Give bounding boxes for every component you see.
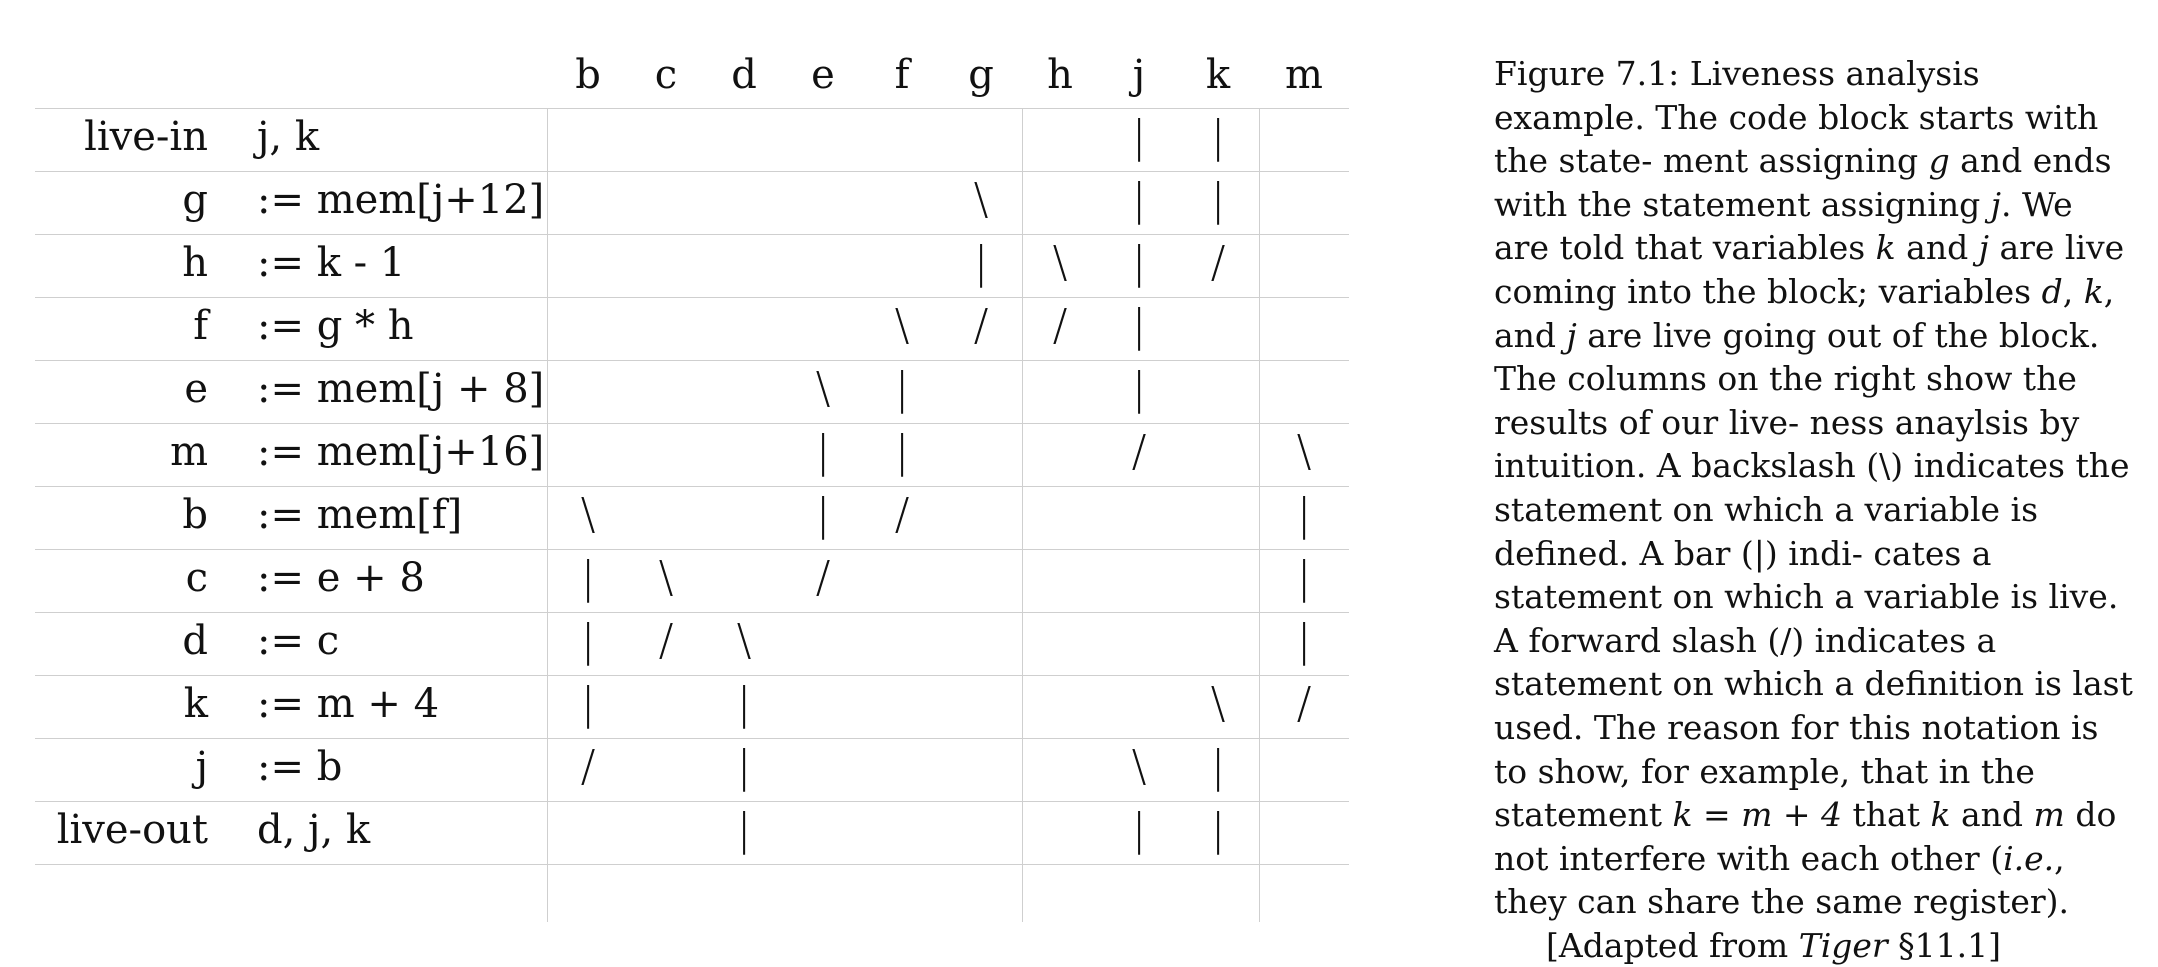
last-use-slash-mark: / xyxy=(973,299,989,351)
column-header-k: k xyxy=(1205,52,1231,98)
row-rule xyxy=(35,234,1349,235)
row-statement: d, j, k xyxy=(257,806,371,853)
row-label: f xyxy=(193,302,208,349)
last-use-slash-mark: / xyxy=(580,740,596,792)
last-use-slash-mark: / xyxy=(894,488,910,540)
column-divider xyxy=(1259,108,1260,922)
row-label: g xyxy=(182,176,208,223)
live-bar-mark: | xyxy=(1210,803,1226,855)
live-bar-mark: | xyxy=(815,488,831,540)
column-header-j: j xyxy=(1132,52,1146,98)
caption-var: k xyxy=(1875,228,1896,268)
caption-text: and xyxy=(1895,228,1979,268)
caption-math: k = m + 4 xyxy=(1672,795,1843,835)
last-use-slash-mark: / xyxy=(815,551,831,603)
row-label: j xyxy=(195,743,208,790)
live-bar-mark: | xyxy=(894,362,910,414)
live-bar-mark: | xyxy=(894,425,910,477)
definition-backslash-mark: \ xyxy=(1210,677,1226,729)
last-use-slash-mark: / xyxy=(1052,299,1068,351)
caption-var: m xyxy=(2033,795,2065,835)
caption-var: g xyxy=(1928,141,1950,181)
row-label: m xyxy=(170,428,208,475)
column-header-d: d xyxy=(731,52,757,98)
definition-backslash-mark: \ xyxy=(894,299,910,351)
row-label: h xyxy=(182,239,208,286)
column-header-h: h xyxy=(1047,52,1073,98)
caption-body xyxy=(1494,52,2134,924)
figure-caption xyxy=(1494,52,2134,967)
live-bar-mark: | xyxy=(1131,173,1147,225)
caption-text: and ends with the statement assigning xyxy=(1494,141,2112,224)
live-bar-mark: | xyxy=(1210,110,1226,162)
column-header-m: m xyxy=(1285,52,1323,98)
caption-citation xyxy=(1494,924,2134,967)
live-bar-mark: | xyxy=(1210,740,1226,792)
live-bar-mark: | xyxy=(580,677,596,729)
row-label: live-in xyxy=(84,113,208,160)
live-bar-mark: | xyxy=(736,677,752,729)
row-rule xyxy=(35,738,1349,739)
definition-backslash-mark: \ xyxy=(580,488,596,540)
live-bar-mark: | xyxy=(815,425,831,477)
live-bar-mark: | xyxy=(1131,299,1147,351)
row-statement: := c xyxy=(257,617,340,664)
last-use-slash-mark: / xyxy=(1296,677,1312,729)
caption-var: j xyxy=(1566,315,1577,355)
live-bar-mark: | xyxy=(736,803,752,855)
live-bar-mark: | xyxy=(1131,236,1147,288)
row-rule xyxy=(35,801,1349,802)
figure-label: Figure 7.1: xyxy=(1494,54,1680,93)
definition-backslash-mark: \ xyxy=(973,173,989,225)
row-rule xyxy=(35,108,1349,109)
row-label: c xyxy=(185,554,208,601)
column-header-c: c xyxy=(654,52,678,98)
row-rule xyxy=(35,423,1349,424)
caption-var: j xyxy=(1978,228,1989,268)
live-bar-mark: | xyxy=(1210,173,1226,225)
live-bar-mark: | xyxy=(1296,551,1312,603)
row-rule xyxy=(35,297,1349,298)
definition-backslash-mark: \ xyxy=(1131,740,1147,792)
live-bar-mark: | xyxy=(973,236,989,288)
live-bar-mark: | xyxy=(1131,362,1147,414)
caption-var: j xyxy=(1990,184,2001,224)
caption-text: , and xyxy=(1494,271,2115,355)
caption-var: k xyxy=(2083,271,2104,311)
row-label: live-out xyxy=(56,806,208,853)
row-statement: := b xyxy=(257,743,343,790)
last-use-slash-mark: / xyxy=(658,614,674,666)
row-rule xyxy=(35,360,1349,361)
live-bar-mark: | xyxy=(580,551,596,603)
caption-text: do not interfere with each other ( xyxy=(1494,795,2117,878)
column-header-g: g xyxy=(968,52,994,98)
caption-text: . We are told that variables xyxy=(1494,184,2073,268)
caption-text: Liveness analysis example. The code block starts with the state- ment assigning xyxy=(1494,54,2099,181)
definition-backslash-mark: \ xyxy=(1296,425,1312,477)
definition-backslash-mark: \ xyxy=(736,614,752,666)
row-statement: j, k xyxy=(257,113,320,160)
caption-var: k xyxy=(1930,795,1951,835)
definition-backslash-mark: \ xyxy=(658,551,674,603)
row-rule xyxy=(35,486,1349,487)
column-header-f: f xyxy=(894,52,910,98)
live-bar-mark: | xyxy=(580,614,596,666)
definition-backslash-mark: \ xyxy=(1052,236,1068,288)
column-header-b: b xyxy=(575,52,601,98)
citation-text: §11.1] xyxy=(1887,925,2002,965)
live-bar-mark: | xyxy=(1131,803,1147,855)
column-divider xyxy=(1022,108,1023,922)
row-rule xyxy=(35,171,1349,172)
caption-text: and xyxy=(1950,795,2034,835)
caption-var: d xyxy=(2041,271,2063,311)
citation-book: Tiger xyxy=(1798,925,1888,965)
caption-text: , they can share the same register). xyxy=(1494,838,2070,922)
live-bar-mark: | xyxy=(736,740,752,792)
row-rule xyxy=(35,612,1349,613)
column-header-e: e xyxy=(811,52,835,98)
row-rule xyxy=(35,549,1349,550)
caption-abbrev: i.e. xyxy=(2003,838,2055,878)
row-statement: := k - 1 xyxy=(257,239,406,286)
row-statement: := g * h xyxy=(257,302,414,349)
caption-text: are live coming into the block; variables xyxy=(1494,228,2125,311)
last-use-slash-mark: / xyxy=(1131,425,1147,477)
row-label: d xyxy=(182,617,208,664)
column-divider xyxy=(547,108,548,922)
row-label: e xyxy=(184,365,208,412)
row-label: b xyxy=(182,491,208,538)
row-statement: := mem[f] xyxy=(257,491,463,538)
caption-text: , xyxy=(2062,271,2084,311)
row-rule xyxy=(35,675,1349,676)
caption-text: are live going out of the block. The columns on the right show the results of our live- ness anaylsis by intuition. A backslash (\) indicates the statement on which a variable is defined. A bar (|) indi- cates a statement on which a variable is live. A forward slash (/) indicates a statement on which a definition is last used. The reason for this notation is to show, for example, that in the statement xyxy=(1494,315,2133,835)
row-rule xyxy=(35,864,1349,865)
last-use-slash-mark: / xyxy=(1210,236,1226,288)
row-label: k xyxy=(183,680,208,727)
row-statement: := mem[j+16] xyxy=(257,428,545,475)
row-statement: := e + 8 xyxy=(257,554,425,601)
row-statement: := mem[j+12] xyxy=(257,176,545,223)
citation-text: [Adapted from xyxy=(1546,925,1799,965)
row-statement: := mem[j + 8] xyxy=(257,365,545,412)
live-bar-mark: | xyxy=(1296,488,1312,540)
live-bar-mark: | xyxy=(1131,110,1147,162)
live-bar-mark: | xyxy=(1296,614,1312,666)
caption-text: that xyxy=(1842,795,1931,835)
definition-backslash-mark: \ xyxy=(815,362,831,414)
row-statement: := m + 4 xyxy=(257,680,440,727)
